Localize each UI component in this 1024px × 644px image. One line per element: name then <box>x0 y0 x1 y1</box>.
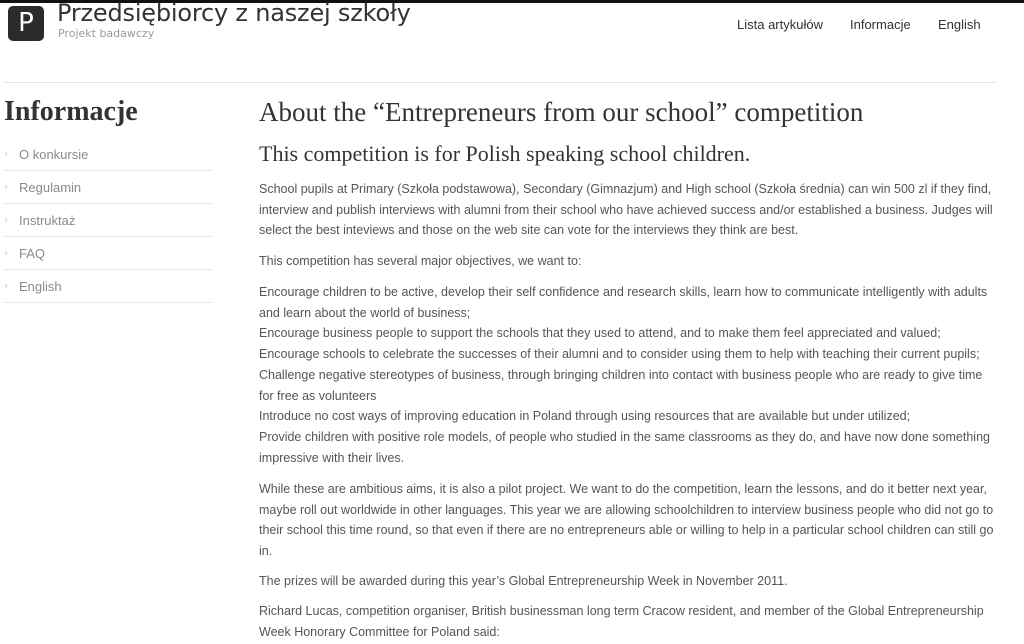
sidebar-item-label: Regulamin <box>19 180 82 195</box>
sidebar-title: Informacje <box>4 96 138 127</box>
nav-lista-artykulow[interactable]: Lista artykułów <box>737 17 823 32</box>
text-line: Challenge negative stereotypes of business, through bringing children into contact with business people who are ready to give time <box>259 367 983 382</box>
text-line: their school this time round, so that even if there are no entrepreneurs able or willing to help in a particular school children can still go <box>259 523 994 538</box>
text-line: Encourage schools to celebrate the successes of their alumni and to consider using them to help with teaching their current pupils; <box>259 347 980 362</box>
sidebar-item-label: O konkursie <box>19 147 89 162</box>
text-line: While these are ambitious aims, it is also a pilot project. We want to do the competition, learn the lessons, and do it better next year, <box>259 482 987 496</box>
text-line: impressive with their lives. <box>259 450 405 465</box>
text-line: Richard Lucas, competition organiser, British businessman long term Cracow resident, and member of the Global Entrepreneurship <box>259 604 984 618</box>
chevron-right-icon: › <box>4 147 9 160</box>
sidebar-item-faq[interactable] <box>4 237 212 270</box>
sidebar <box>4 96 212 294</box>
paragraph-intro <box>259 179 994 241</box>
page-subtitle: This competition is for Polish speaking school children. <box>259 141 751 166</box>
paragraph-objectives-intro <box>259 251 994 272</box>
text-line: The prizes will be awarded during this year’s Global Entrepreneurship Week in November 2011. <box>259 574 788 588</box>
sidebar-item-regulamin[interactable] <box>4 171 212 204</box>
text-line: Introduce no cost ways of improving education in Poland through using resources that are available but under utilized; <box>259 409 911 424</box>
text-line: interview and publish interviews with alumni from their school who have achieved success and/or established a business. Judges will <box>259 202 993 217</box>
text-line: and learn about the world of business; <box>259 305 471 320</box>
text-line: Encourage business people to support the schools that they used to attend, and to make them feel appreciated and valued; <box>259 326 941 341</box>
site-header <box>0 0 1024 83</box>
nav-english[interactable]: English <box>938 17 981 32</box>
sidebar-item-label: FAQ <box>19 246 46 261</box>
text-line: This competition has several major objectives, we want to: <box>259 254 582 268</box>
nav-informacje[interactable]: Informacje <box>850 17 911 32</box>
paragraph-quote-intro <box>259 601 994 642</box>
text-line: School pupils at Primary (Szkoła podstawowa), Secondary (Gimnazjum) and High school (Szkoła średnia) can win 500 zl if they find, <box>259 182 992 196</box>
text-line: Week Honorary Committee for Poland said: <box>259 624 500 639</box>
text-line: in. <box>259 544 273 559</box>
sidebar-item-english[interactable] <box>4 270 212 303</box>
chevron-right-icon: › <box>4 246 9 259</box>
paragraph-pilot <box>259 479 994 562</box>
text-line: Encourage children to be active, develop their self confidence and research skills, learn how to communicate intelligently with adults <box>259 285 988 299</box>
sidebar-menu <box>4 138 212 303</box>
sidebar-item-o-konkursie[interactable] <box>4 138 212 171</box>
site-subtitle: Projekt badawczy <box>58 27 155 40</box>
paragraph-objectives-list <box>259 282 994 468</box>
site-title[interactable]: Przedsiębiorcy z naszej szkoły <box>57 0 411 27</box>
sidebar-item-instruktaz[interactable] <box>4 204 212 237</box>
text-line: maybe roll out worldwide in other languages. This year we are allowing schoolchildren to interview business people who did not go to <box>259 502 994 517</box>
sidebar-item-label: English <box>19 279 62 294</box>
text-line: select the best inteviews and those on the web site can vote for the interviews they think are best. <box>259 223 799 238</box>
text-line: for free as volunteers <box>259 388 377 403</box>
page-title: About the “Entrepreneurs from our school” competition <box>259 97 864 127</box>
header-divider <box>4 82 996 83</box>
text-line: Provide children with positive role models, of people who studied in the same classrooms as they do, and have now done something <box>259 429 990 444</box>
sidebar-item-label: Instruktaż <box>19 213 76 228</box>
paragraph-prizes <box>259 571 994 592</box>
chevron-right-icon: › <box>4 279 9 292</box>
site-logo[interactable]: P <box>8 6 44 41</box>
chevron-right-icon: › <box>4 180 9 193</box>
chevron-right-icon: › <box>4 213 9 226</box>
